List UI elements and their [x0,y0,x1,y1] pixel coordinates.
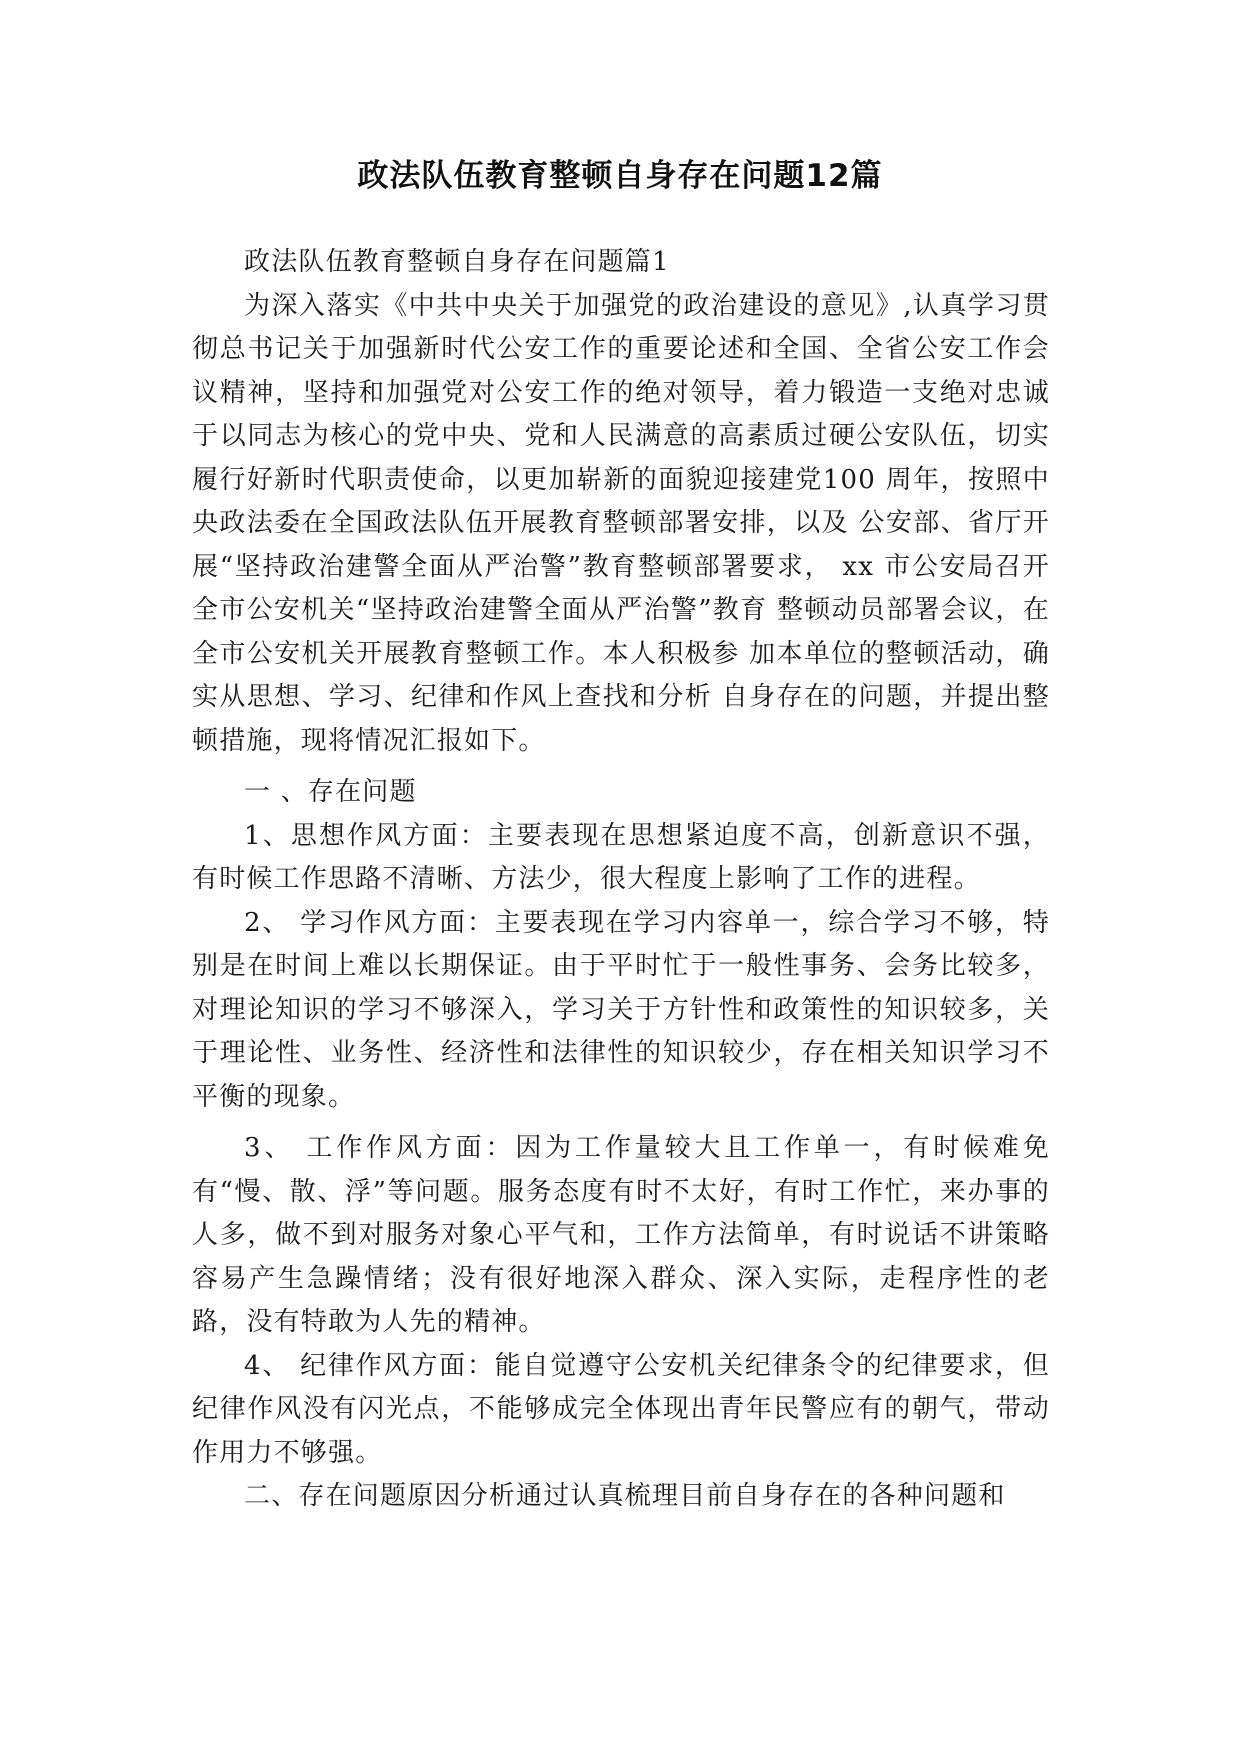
document-body [192,241,1050,1519]
intro-paragraph: 为深入落实《中共中央关于加强党的政治建设的意见》,认真学习贯彻总书记关于加强新时代公安工作的重要论述和全国、全省公安工作会议精神，坚持和加强党对公安工作的绝对领导，着力锻造一支绝对忠诚于以同志为核心的党中央、党和人民满意的高素质过硬公安队伍，切实履行好新时代职责使命，以更加崭新的面貌迎接建党100 周年，按照中央政法委在全国政法队伍开展教育整顿部署安排，以及 公安部、省厅开展“坚持政治建警全面从严治警”教育整顿部署要求， xx 市公安局召开全市公安机关“坚持政治建警全面从严治警”教育 整顿动员部署会议，在全市公安机关开展教育整顿工作。本人积极参 加本单位的整顿活动，确实从思想、学习、纪律和作风上查找和分析 自身存在的问题，并提出整顿措施，现将情况汇报如下。 [192,290,1050,756]
document-title: 政法队伍教育整顿自身存在问题12篇 [357,158,883,194]
section-heading-analysis: 二、存在问题原因分析通过认真梳理目前自身存在的各种问题和 [244,1481,1006,1511]
section-heading-article-1: 政法队伍教育整顿自身存在问题篇1 [244,247,670,277]
problem-item-study: 2、 学习作风方面：主要表现在学习内容单一，综合学习不够，特别是在时间上难以长期保证。由于平时忙于一般性事务、会务比较多，对理论知识的学习不够深入，学习关于方针性和政策性的知识较多，关于理论性、业务性、经济性和法律性的知识较少，存在相关知识学习不平衡的现象。 [192,907,1050,1112]
section-heading-problems: 一 、存在问题 [244,777,417,807]
problem-item-work: 3、 工作作风方面：因为工作量较大且工作单一，有时候难免有“慢、散、浮”等问题。服务态度有时不太好，有时工作忙，来办事的人多，做不到对服务对象心平气和，工作方法简单，有时说话不讲策略容易产生急躁情绪；没有很好地深入群众、深入实际，走程序性的老路，没有特敢为人先的精神。 [192,1133,1050,1337]
problem-item-discipline: 4、 纪律作风方面：能自觉遵守公安机关纪律条令的纪律要求，但纪律作风没有闪光点，不能够成完全体现出青年民警应有的朝气，带动作用力不够强。 [192,1350,1050,1468]
problem-item-thought: 1、思想作风方面：主要表现在思想紧迫度不高，创新意识不强，有时候工作思路不清晰、方法少，很大程度上影响了工作的进程。 [192,820,1050,894]
